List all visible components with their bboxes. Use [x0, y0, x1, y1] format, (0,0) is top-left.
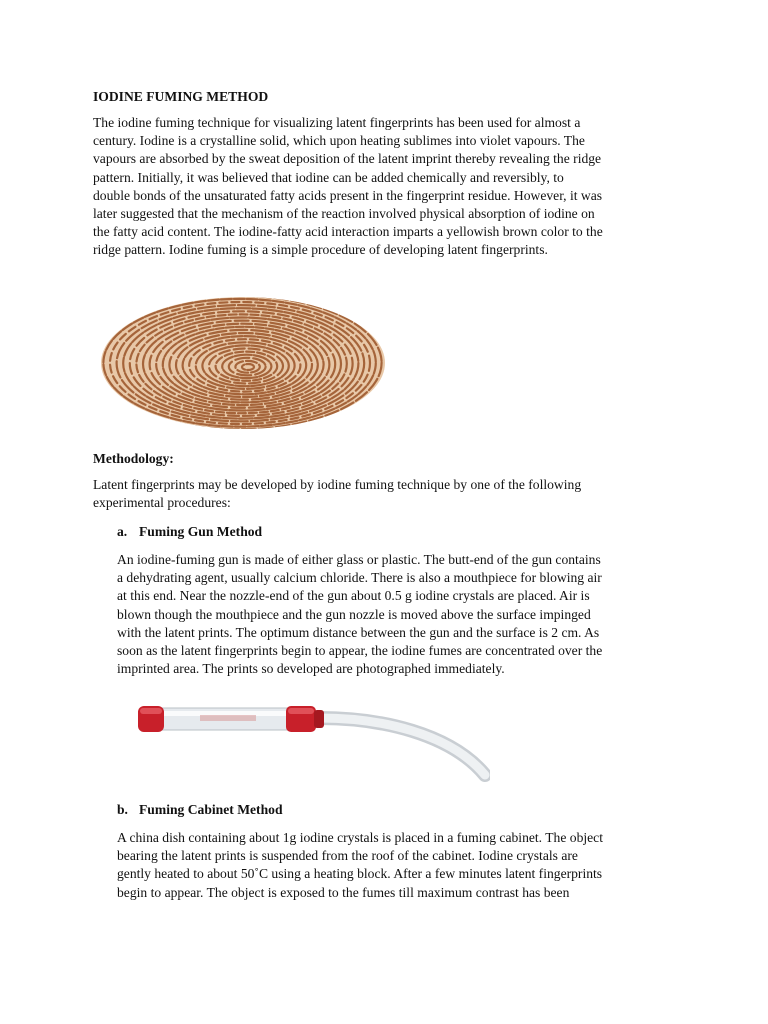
intro-line: ridge pattern. Iodine fuming is a simple procedure of developing latent fingerprints. — [93, 242, 548, 258]
intro-line: pattern. Initially, it was believed that iodine can be added chemically and reversibly, to — [93, 169, 564, 185]
section-a-marker: a. — [117, 524, 128, 539]
section-a-line: blown though the mouthpiece and the gun nozzle is moved above the surface impinged — [117, 606, 591, 622]
intro-line: double bonds of the unsaturated fatty acids present in the fingerprint residue. However, it was — [93, 187, 603, 203]
section-a-line: with the latent prints. The optimum distance between the gun and the surface is 2 cm. As — [117, 624, 600, 640]
methodology-line: Latent fingerprints may be developed by iodine fuming technique by one of the following — [93, 477, 582, 492]
intro-paragraph — [93, 114, 683, 260]
intro-line: the fatty acid content. The iodine-fatty acid interaction imparts a yellowish brown color to the — [93, 224, 603, 240]
methodology-heading: Methodology: — [93, 451, 174, 466]
section-a-line: An iodine-fuming gun is made of either glass or plastic. The butt-end of the gun contains — [117, 552, 601, 567]
intro-line: The iodine fuming technique for visualizing latent fingerprints has been used for almost a — [93, 115, 581, 130]
methodology-line: experimental procedures: — [93, 495, 231, 511]
iodine-fuming-gun-image — [130, 693, 490, 793]
section-a-line: at this end. Near the nozzle-end of the gun about 0.5 g iodine crystals are placed. Air is — [117, 588, 590, 604]
section-a-line: a dehydrating agent, usually calcium chloride. There is also a mouthpiece for blowing air — [117, 570, 602, 586]
methodology-paragraph — [93, 476, 683, 512]
section-b-line: begin to appear. The object is exposed to the fumes till maximum contrast has been — [117, 884, 570, 900]
fingerprint-image — [98, 293, 388, 433]
section-b-paragraph — [117, 829, 677, 902]
section-b-heading — [117, 801, 283, 819]
section-b-marker: b. — [117, 802, 128, 817]
section-a-title: Fuming Gun Method — [139, 524, 263, 539]
section-b-line: gently heated to about 50˚C using a heating block. After a few minutes latent fingerprints — [117, 866, 603, 882]
intro-line: vapours are absorbed by the sweat deposition of the latent imprint thereby revealing the ridge — [93, 151, 602, 167]
section-a-paragraph — [117, 551, 677, 678]
section-a-line: soon as the latent fingerprints begin to appear, the iodine fumes are concentrated over the — [117, 643, 603, 659]
section-b-line: bearing the latent prints is suspended from the roof of the cabinet. Iodine crystals are — [117, 848, 578, 864]
section-b-line: A china dish containing about 1g iodine crystals is placed in a fuming cabinet. The object — [117, 830, 603, 845]
section-b-title: Fuming Cabinet Method — [139, 802, 283, 817]
intro-line: century. Iodine is a crystalline solid, which upon heating sublimes into violet vapours. The — [93, 133, 585, 149]
section-a-line: imprinted area. The prints so developed are photographed immediately. — [117, 661, 505, 677]
section-a-heading — [117, 523, 262, 541]
intro-line: later suggested that the mechanism of the reaction involved physical absorption of iodine on — [93, 206, 595, 222]
page-title: IODINE FUMING METHOD — [93, 89, 269, 104]
